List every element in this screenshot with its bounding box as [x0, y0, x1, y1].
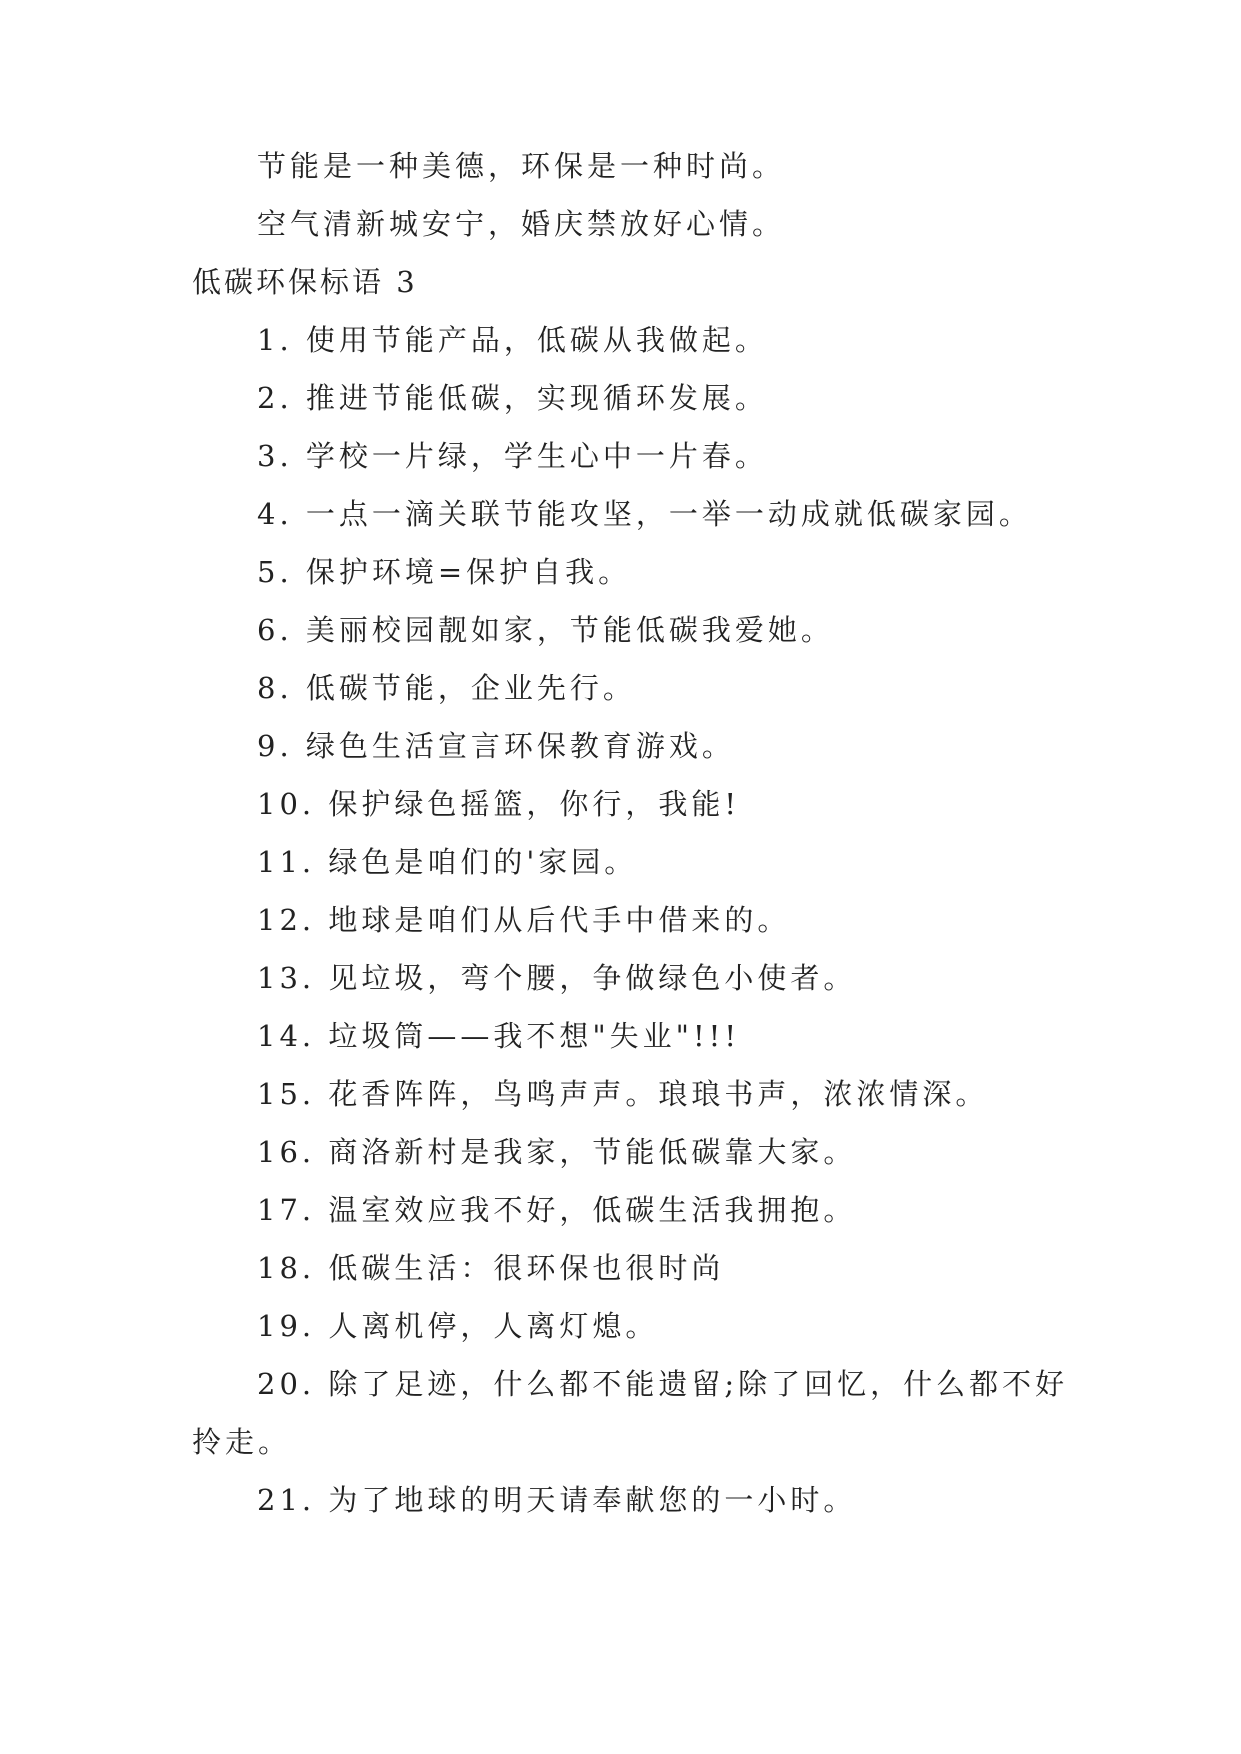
intro-line-1: 节能是一种美德，环保是一种时尚。 — [257, 149, 786, 183]
list-item: 21. 为了地球的明天请奉献您的一小时。 — [257, 1483, 857, 1517]
list-item: 13. 见垃圾，弯个腰，争做绿色小使者。 — [257, 961, 857, 995]
list-item: 12. 地球是咱们从后代手中借来的。 — [257, 903, 791, 937]
list-item: 20. 除了足迹，什么都不能遗留;除了回忆，什么都不好 — [257, 1367, 1069, 1401]
list-item: 3. 学校一片绿，学生心中一片春。 — [257, 439, 768, 473]
list-item: 1. 使用节能产品，低碳从我做起。 — [257, 323, 768, 357]
list-item: 18. 低碳生活：很环保也很时尚 — [257, 1251, 725, 1285]
list-item: 8. 低碳节能，企业先行。 — [257, 671, 636, 705]
intro-line-2: 空气清新城安宁，婚庆禁放好心情。 — [257, 207, 786, 241]
list-item: 4. 一点一滴关联节能攻坚，一举一动成就低碳家园。 — [257, 497, 1032, 531]
list-item: 6. 美丽校园靓如家，节能低碳我爱她。 — [257, 613, 834, 647]
list-item: 9. 绿色生活宣言环保教育游戏。 — [257, 729, 735, 763]
section-title: 低碳环保标语 3 — [192, 265, 418, 299]
list-item: 10. 保护绿色摇篮，你行，我能! — [257, 787, 740, 821]
list-item: 15. 花香阵阵，鸟鸣声声。琅琅书声，浓浓情深。 — [257, 1077, 989, 1111]
list-item: 16. 商洛新村是我家，节能低碳靠大家。 — [257, 1135, 857, 1169]
list-item: 5. 保护环境=保护自我。 — [257, 555, 632, 589]
list-item: 19. 人离机停，人离灯熄。 — [257, 1309, 659, 1343]
list-item: 2. 推进节能低碳，实现循环发展。 — [257, 381, 768, 415]
list-item-continuation: 拎走。 — [192, 1425, 292, 1459]
list-item: 14. 垃圾筒——我不想"失业"!!! — [257, 1019, 740, 1053]
list-item: 11. 绿色是咱们的'家园。 — [257, 845, 638, 879]
list-item: 17. 温室效应我不好，低碳生活我拥抱。 — [257, 1193, 857, 1227]
